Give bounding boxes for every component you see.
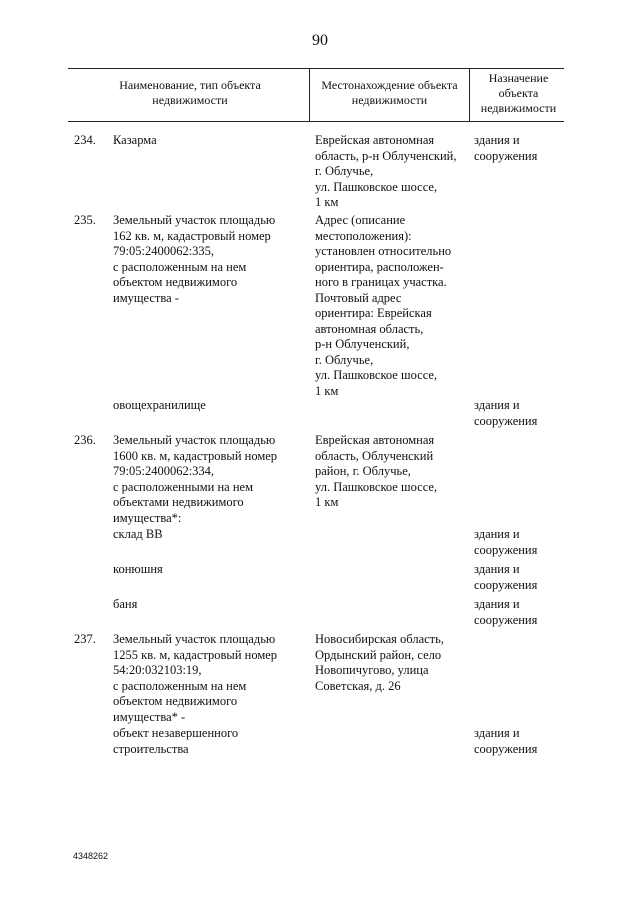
sub-object-name: баня — [113, 597, 138, 611]
sub-object-name: овощехранилище — [113, 398, 206, 412]
object-location: Новосибирская область, Ордынский район, село Новопичугово, улица Советская, д. 26 — [315, 632, 444, 693]
object-purpose: здания и сооружения — [474, 398, 538, 428]
sub-object-name: склад ВВ — [113, 527, 163, 541]
object-location: Еврейская автономная область, р-н Облученский, г. Облучье, ул. Пашковское шоссе, 1 км — [315, 133, 457, 209]
object-name: Земельный участок площадью 1600 кв. м, кадастровый номер 79:05:2400062:334, с расположенными на нем объектами недвижимого имущества*: — [113, 433, 278, 525]
table-header-bottom-border — [68, 121, 564, 122]
document-code: 4348262 — [73, 851, 109, 861]
row-number: 234. — [74, 133, 96, 147]
object-name: Земельный участок площадью 162 кв. м, кадастровый номер 79:05:2400062:335, с расположенным на нем объектом недвижимого имущества - — [113, 213, 276, 305]
row-number: 235. — [74, 213, 96, 227]
table-header-divider — [309, 68, 310, 121]
object-location: Адрес (описание местоположения): установлен относительно ориентира, расположен- ного в границах участка. Почтовый адрес ориентира: Еврейская автономная область, р-н Облученский, г. Облучье, ул. Пашковское шоссе, 1 км — [315, 213, 452, 398]
header-purpose: Назначение объекта недвижимости — [480, 71, 557, 115]
table-header-top-border — [68, 68, 564, 69]
header-location: Местонахождение объекта недвижимости — [321, 78, 458, 107]
object-location: Еврейская автономная область, Облученский район, г. Облучье, ул. Пашковское шоссе, 1 км — [315, 433, 438, 509]
object-purpose: здания и сооружения — [474, 527, 538, 557]
header-name-type: Наименование, тип объекта недвижимости — [119, 78, 261, 107]
page-number: 90 — [312, 32, 328, 49]
sub-object-name: объект незавершенного строительства — [113, 726, 239, 756]
object-purpose: здания и сооружения — [474, 597, 538, 627]
row-number: 237. — [74, 632, 96, 646]
object-purpose: здания и сооружения — [474, 726, 538, 756]
object-name: Казарма — [113, 133, 157, 147]
object-name: Земельный участок площадью 1255 кв. м, кадастровый номер 54:20:032103:19, с расположенным на нем объектом недвижимого имущества* - — [113, 632, 278, 724]
row-number: 236. — [74, 433, 96, 447]
object-purpose: здания и сооружения — [474, 133, 538, 163]
object-purpose: здания и сооружения — [474, 562, 538, 592]
table-header-divider — [469, 68, 470, 121]
sub-object-name: конюшня — [113, 562, 163, 576]
